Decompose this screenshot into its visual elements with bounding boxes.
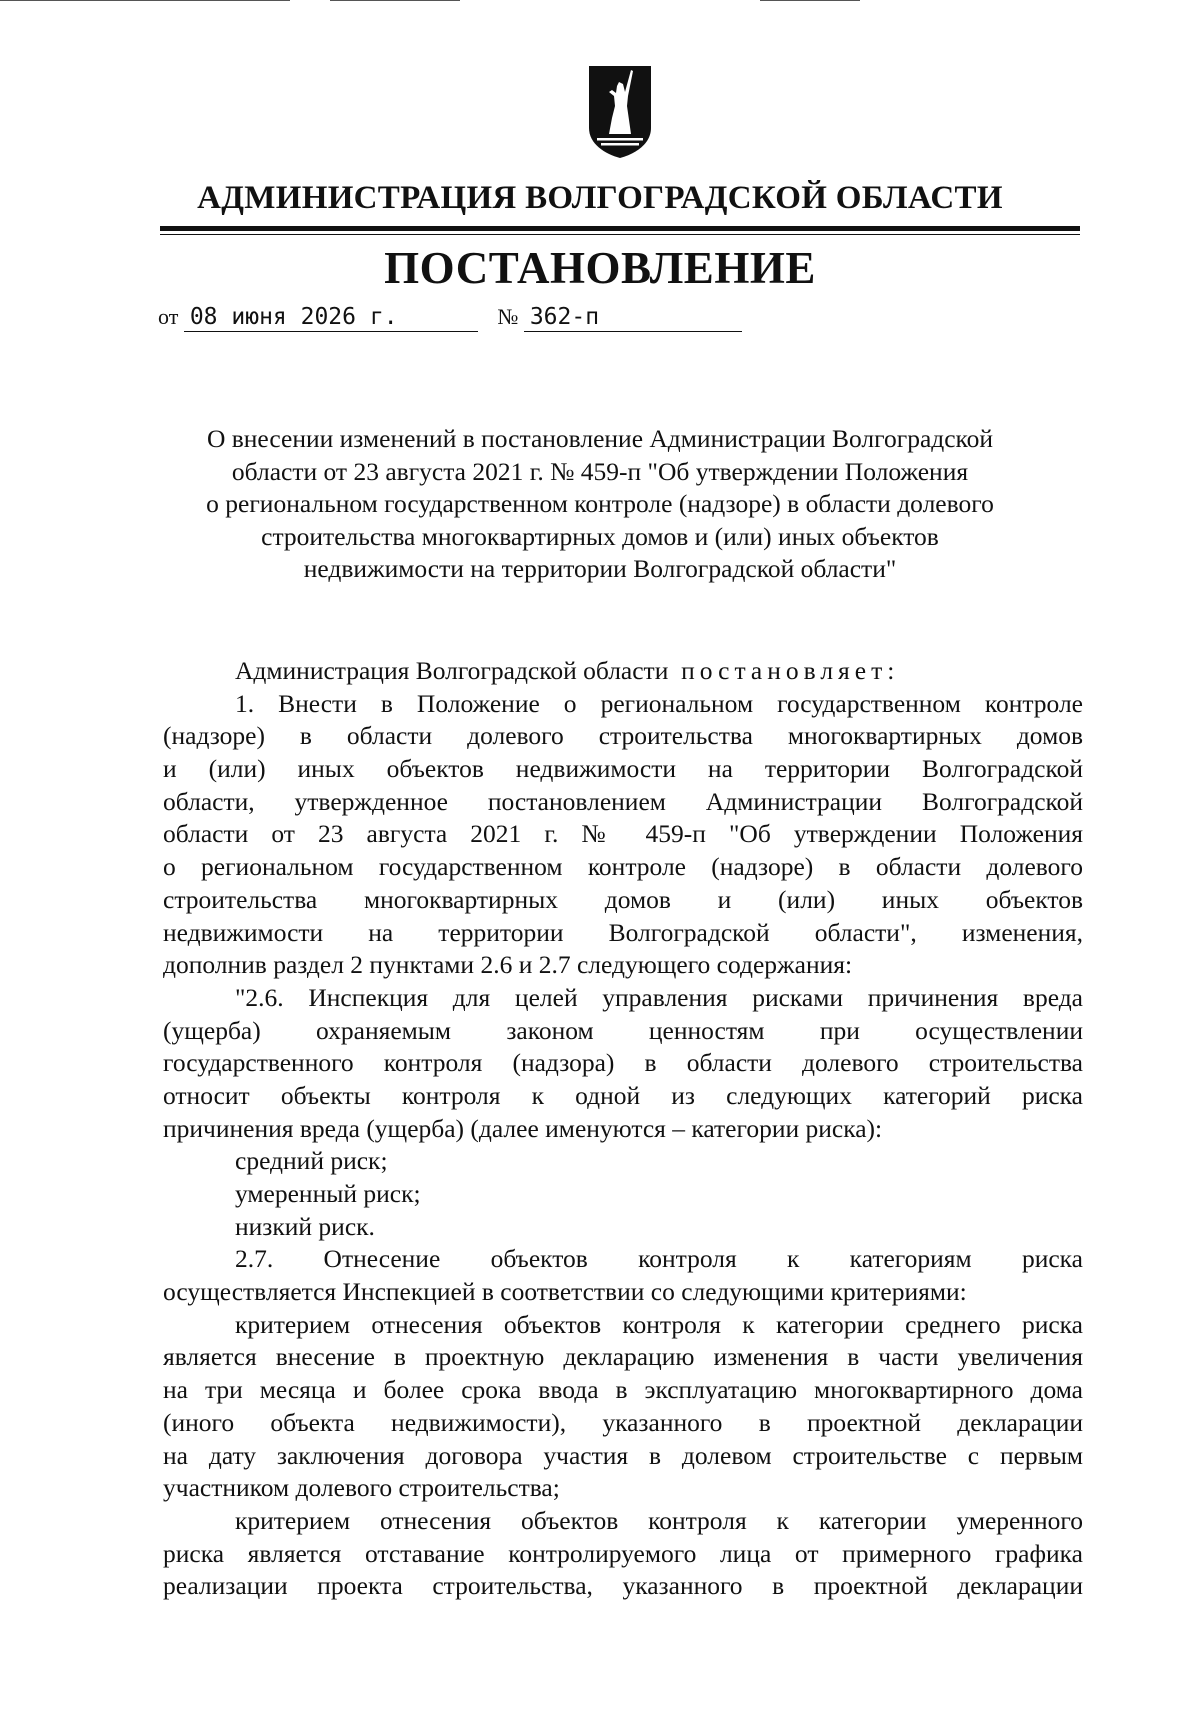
body-line: (иного объекта недвижимости), указанного в проектной декларации — [163, 1407, 1083, 1437]
preamble-subject: Администрация Волгоградской области — [235, 656, 669, 685]
body-line: области, утвержденное постановлением Администрации Волгоградской — [163, 786, 1083, 816]
body-line: и (или) иных объектов недвижимости на территории Волгоградской — [163, 754, 1083, 784]
body-line: дополнив раздел 2 пунктами 2.6 и 2.7 следующего содержания: — [163, 950, 853, 980]
body-line: низкий риск. — [235, 1211, 375, 1241]
subject-line: о региональном государственном контроле (надзоре) в области долевого — [206, 489, 994, 518]
body-line: "2.6. Инспекция для целей управления рисками причинения вреда — [235, 982, 1083, 1012]
scan-edge-marks — [0, 0, 1200, 6]
header-rule-thick — [160, 226, 1080, 231]
subject-line: строительства многоквартирных домов и (или) иных объектов — [261, 521, 939, 551]
document-date: 08 июня 2026 г. — [184, 303, 478, 332]
document-subject — [150, 423, 1050, 586]
body-line: (ущерба) охраняемым законом ценностям при осуществлении — [163, 1015, 1083, 1045]
body-line: риска является отставание контролируемого лица от примерного графика — [163, 1538, 1083, 1568]
date-label: от — [158, 304, 179, 329]
body-line: о региональном государственном контроле (надзоре) в области долевого — [163, 852, 1083, 882]
header-rule-thin — [160, 234, 1080, 235]
body-line: на три месяца и более срока ввода в эксплуатацию многоквартирного дома — [163, 1375, 1083, 1405]
body-line: умеренный риск; — [235, 1179, 421, 1208]
subject-line: О внесении изменений в постановление Администрации Волгоградской — [206, 424, 994, 453]
body-line: строительства многоквартирных домов и (или) иных объектов — [163, 884, 1083, 914]
document-type-heading: ПОСТАНОВЛЕНИЕ — [384, 243, 816, 293]
body-line: недвижимости на территории Волгоградской области", изменения, — [163, 917, 1083, 947]
body-line: 1. Внести в Положение о региональном государственном контроле — [235, 688, 1083, 718]
preamble — [163, 655, 1083, 688]
body-line: является внесение в проектную декларацию изменения в части увеличения — [163, 1342, 1083, 1372]
body-line: критерием отнесения объектов контроля к категории среднего риска — [235, 1309, 1083, 1339]
body-line: средний риск; — [235, 1146, 388, 1176]
coat-of-arms-icon — [585, 62, 655, 160]
document-meta — [158, 302, 742, 336]
number-label: № — [497, 304, 519, 329]
body-line: критерием отнесения объектов контроля к категории умеренного — [235, 1505, 1083, 1535]
body-line: участником долевого строительства; — [163, 1473, 560, 1503]
subject-line: области от 23 августа 2021 г. № 459-п "Об утверждении Положения — [231, 456, 969, 486]
organization-title: АДМИНИСТРАЦИЯ ВОЛГОГРАДСКОЙ ОБЛАСТИ — [197, 180, 1003, 216]
subject-line: недвижимости на территории Волгоградской области" — [303, 554, 897, 583]
body-line: реализации проекта строительства, указанного в проектной декларации — [163, 1571, 1083, 1601]
document-number: 362-п — [524, 303, 742, 332]
body-line: (надзоре) в области долевого строительства многоквартирных домов — [163, 721, 1083, 751]
body-line: на дату заключения договора участия в долевом строительстве с первым — [163, 1440, 1083, 1470]
body-line: области от 23 августа 2021 г. № 459-п "Об утверждении Положения — [163, 819, 1083, 849]
body-line: 2.7. Отнесение объектов контроля к категориям риска — [235, 1244, 1083, 1274]
body-line: осуществляется Инспекцией в соответствии со следующими критериями: — [163, 1277, 967, 1307]
body-line: относит объекты контроля к одной из следующих категорий риска — [163, 1080, 1083, 1110]
body-line: причинения вреда (ущерба) (далее именуются – категории риска): — [163, 1113, 883, 1143]
document-body — [163, 655, 1083, 1603]
preamble-verb: постановляет: — [681, 656, 900, 685]
body-line: государственного контроля (надзора) в области долевого строительства — [163, 1048, 1083, 1078]
